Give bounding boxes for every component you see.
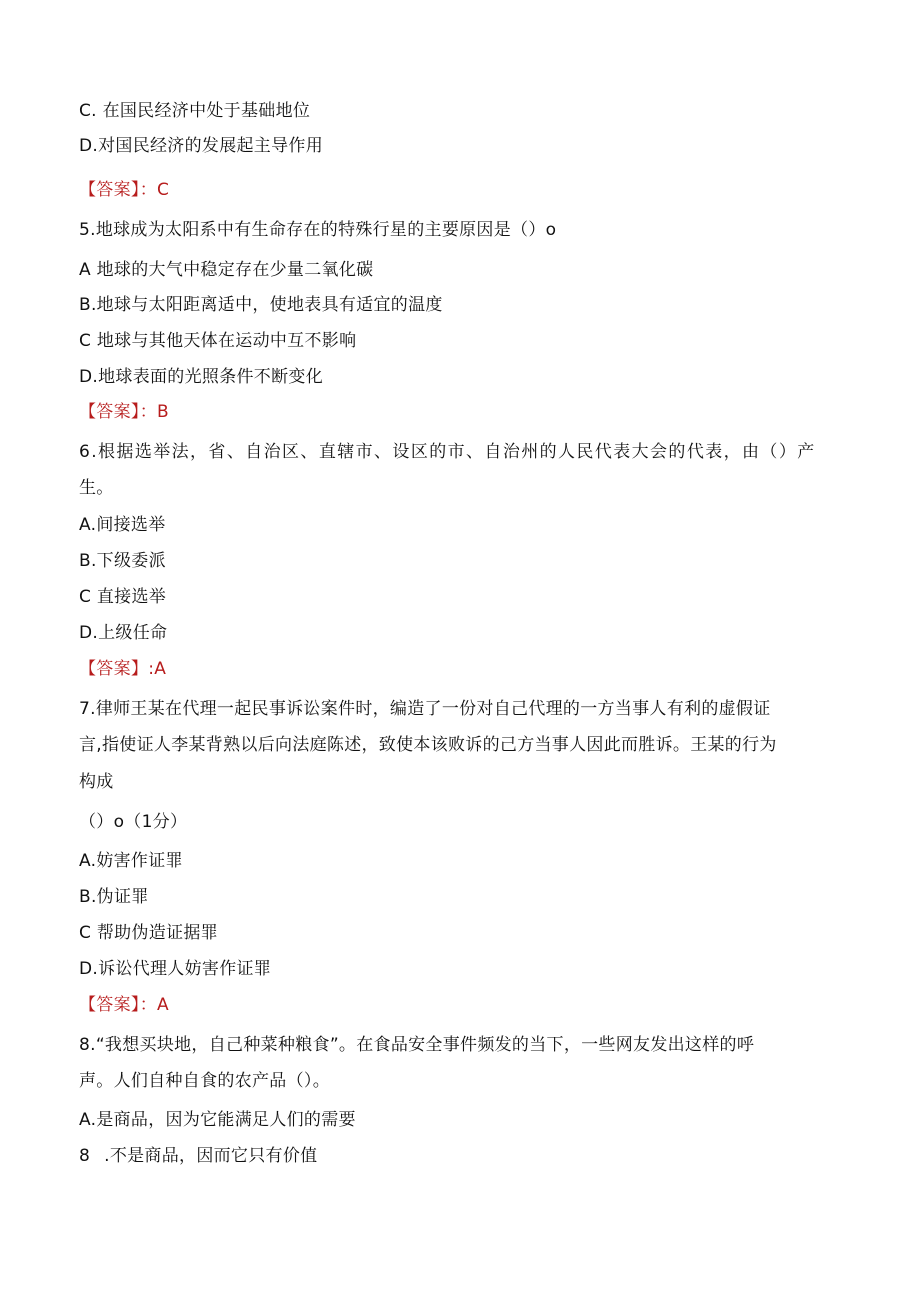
option-c: C. 在国民经济中处于基础地位 <box>79 101 311 121</box>
option-b: B.伪证罪 <box>79 887 149 907</box>
question-stem: 7.律师王某在代理一起民事诉讼案件时，编造了一份对自己代理的一方当事人有利的虚假证 <box>79 699 771 719</box>
option-d: D.地球表面的光照条件不断变化 <box>79 367 323 387</box>
answer-label: 【答案】:A <box>79 659 167 679</box>
option-b <box>79 1144 317 1168</box>
option-c: C 地球与其他天体在运动中互不影响 <box>79 331 357 351</box>
answer-label: 【答案】：A <box>79 995 169 1015</box>
option-c: C 直接选举 <box>79 587 167 607</box>
option-d: D.诉讼代理人妨害作证罪 <box>79 959 272 979</box>
option-a: A.妨害作证罪 <box>79 851 183 871</box>
question-stem-continued: 构成 <box>79 772 114 792</box>
option-b: B.下级委派 <box>79 551 166 571</box>
question-stem-continued: 言,指使证人李某背熟以后向法庭陈述，致使本该败诉的己方当事人因此而胜诉。王某的行为 <box>79 735 777 755</box>
answer-label: 【答案】：C <box>79 180 170 200</box>
question-stem-continued: （）o（1分） <box>79 812 188 832</box>
question-stem-continued: 声。人们自种自食的农产品（）。 <box>79 1071 330 1091</box>
question-stem: 8.“我想买块地，自己种菜种粮食”。在食品安全事件频发的当下，一些网友发出这样的呼 <box>79 1035 755 1055</box>
option-b-text: .不是商品，因而它只有价值 <box>104 1146 318 1166</box>
option-d: D.上级任命 <box>79 623 168 643</box>
option-b: B.地球与太阳距离适中，使地表具有适宜的温度 <box>79 295 443 315</box>
answer-label: 【答案】：B <box>79 402 169 422</box>
option-c: C 帮助伪造证据罪 <box>79 923 218 943</box>
question-stem: 6.根据选举法，省、自治区、直辖市、设区的市、自治州的人民代表大会的代表，由（）产 <box>79 442 816 462</box>
option-d: D.对国民经济的发展起主导作用 <box>79 136 323 156</box>
question-stem: 5.地球成为太阳系中有生命存在的特殊行星的主要原因是（）o <box>79 220 557 240</box>
option-a: A.间接选举 <box>79 515 166 535</box>
option-a: A 地球的大气中稳定存在少量二氧化碳 <box>79 260 374 280</box>
option-a: A.是商品，因为它能满足人们的需要 <box>79 1110 356 1130</box>
question-stem-continued: 生。 <box>79 478 114 498</box>
option-b-number: 8 <box>79 1146 91 1166</box>
